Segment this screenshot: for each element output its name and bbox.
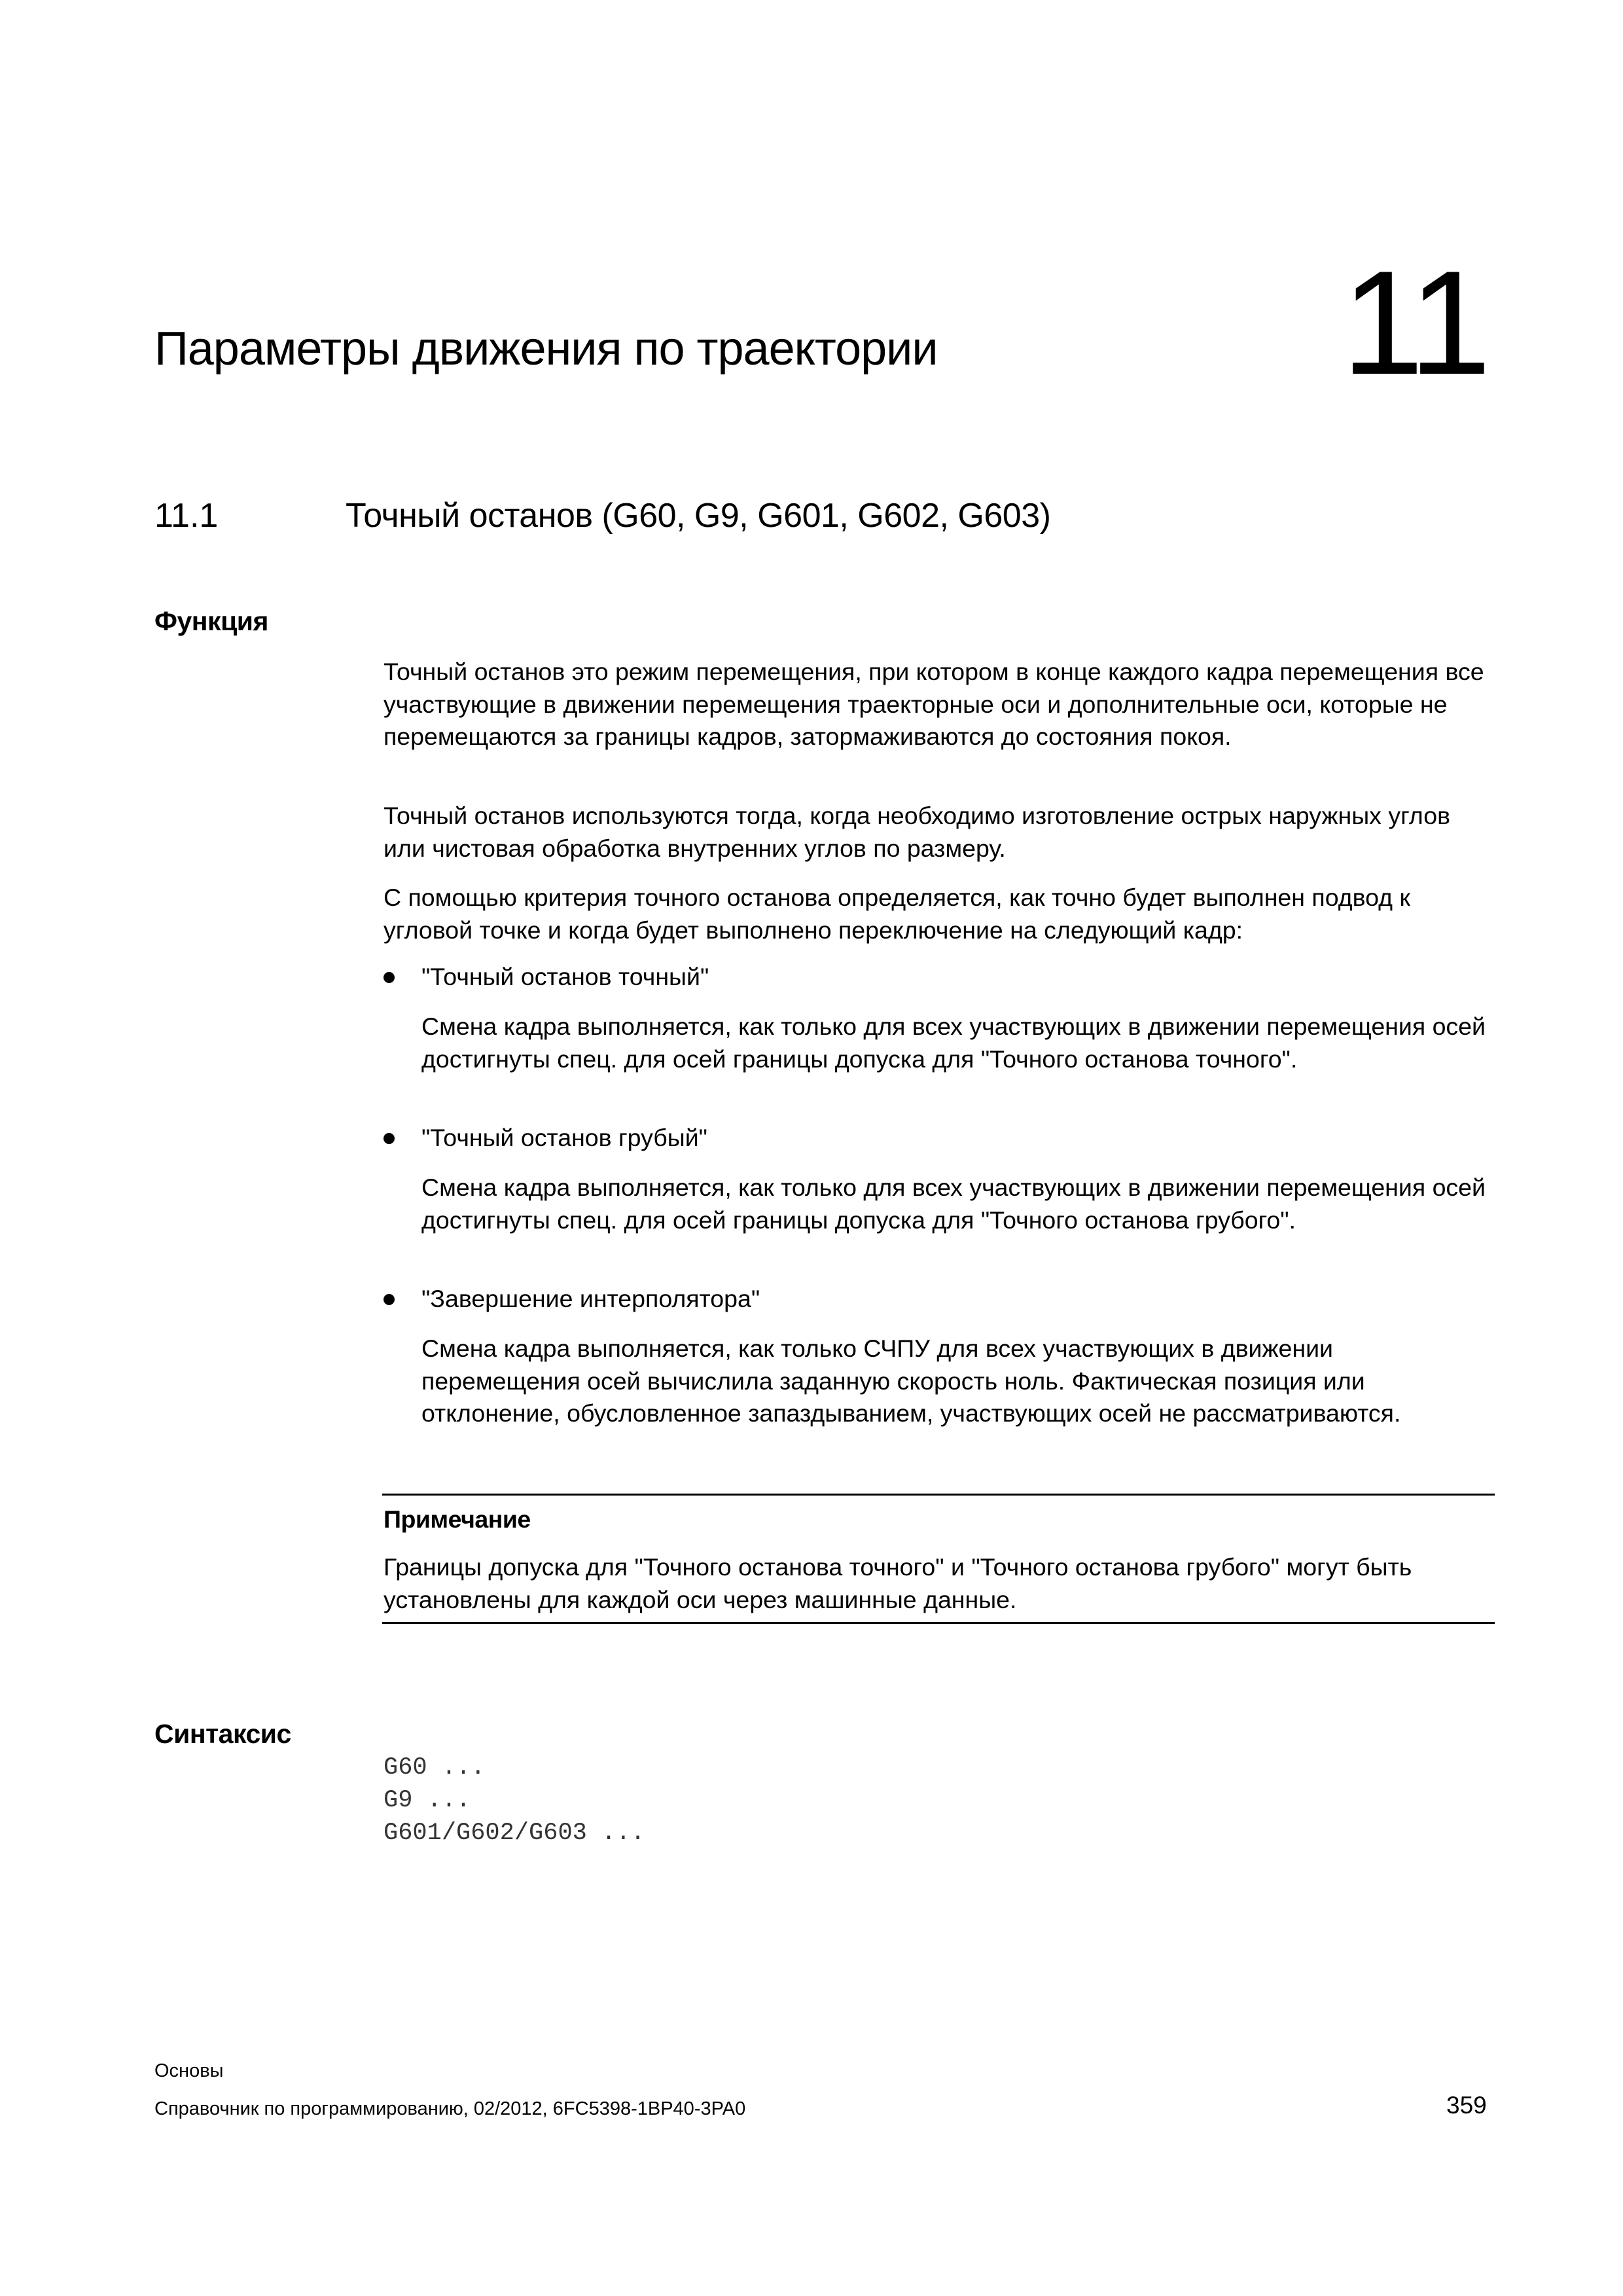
function-paragraph-1: Точный останов это режим перемещения, при котором в конце каждого кадра перемещения все участвующие в движении перемещения траекторные оси и дополнительные оси, которые не перемещаются за границы кадров, затормаживаются до состояния покоя. <box>383 658 1484 750</box>
bullet-icon <box>383 1294 395 1305</box>
bullet-label-interpolator-end: "Завершение интерполятора" <box>421 1285 760 1312</box>
bullet-label-exact-fine: "Точный останов точный" <box>421 963 709 990</box>
section-number: 11.1 <box>154 497 219 535</box>
bullet-icon <box>383 1133 395 1144</box>
bullet-description-exact-fine: Смена кадра выполняется, как только для всех участвующих в движении перемещения осей достигнуты спец. для осей границы допуска для "Точного останова точного". <box>421 1013 1486 1073</box>
syntax-heading: Синтаксис <box>154 1719 291 1749</box>
bullet-label-exact-coarse: "Точный останов грубый" <box>421 1124 707 1151</box>
code-line: G601/G602/G603 ... <box>383 1820 645 1847</box>
footer-book-title: Основы <box>154 2060 224 2081</box>
function-paragraph-2: Точный останов используются тогда, когда необходимо изготовление острых наружных углов или чистовая обработка внутренних углов по размеру. <box>383 802 1451 862</box>
bullet-icon <box>383 972 395 983</box>
syntax-code <box>383 1751 645 1850</box>
chapter-number: 11 <box>1342 240 1488 405</box>
note-title: Примечание <box>383 1505 531 1533</box>
footer-manual-info: Справочник по программированию, 02/2012, 6FC5398-1BP40-3PA0 <box>154 2098 746 2119</box>
function-heading: Функция <box>154 606 268 636</box>
bullet-description-interpolator-end: Смена кадра выполняется, как только СЧПУ для всех участвующих в движении перемещения осей вычислила заданную скорость ноль. Фактическая позиция или отклонение, обусловленное запаздыванием, участвующих осей не рассматриваются. <box>421 1335 1401 1427</box>
note-text: Границы допуска для "Точного останова точного" и "Точного останова грубого" могут быть установлены для каждой оси через машинные данные. <box>383 1553 1412 1613</box>
code-line: G60 ... <box>383 1754 486 1782</box>
page-number: 359 <box>1446 2092 1487 2119</box>
section-title: Точный останов (G60, G9, G601, G602, G603) <box>346 497 1051 535</box>
code-line: G9 ... <box>383 1787 471 1814</box>
note-top-rule <box>382 1494 1495 1496</box>
chapter-title: Параметры движения по траектории <box>154 323 938 375</box>
note-bottom-rule <box>382 1622 1495 1624</box>
function-paragraph-3: С помощью критерия точного останова определяется, как точно будет выполнен подвод к угловой точке и когда будет выполнено переключение на следующий кадр: <box>383 884 1410 944</box>
bullet-description-exact-coarse: Смена кадра выполняется, как только для всех участвующих в движении перемещения осей достигнуты спец. для осей границы допуска для "Точного останова грубого". <box>421 1174 1486 1234</box>
